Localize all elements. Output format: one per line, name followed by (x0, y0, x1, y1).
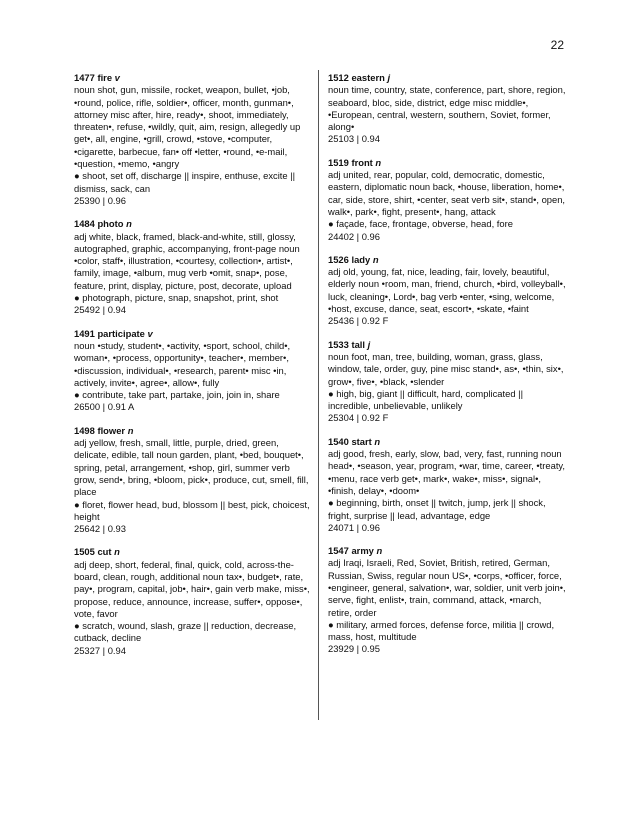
synonyms: ● scratch, wound, slash, graze || reduction, decrease, cutback, decline (74, 620, 297, 644)
dictionary-entry (74, 328, 314, 414)
column-divider (318, 70, 319, 720)
frequency: 24402 | 0.96 (328, 230, 380, 242)
collocations: adj Iraqi, Israeli, Red, Soviet, British, retired, German, Russian, Swiss, regular noun US•, •corps, •officer, force, •engineer, general, salvation•, war, soldier, unit verb join•, serve, fight, enlist•, train, command, attack, •march, retire, order (328, 557, 566, 618)
synonyms: ● shoot, set off, discharge || inspire, enthuse, excite || dismiss, sack, can (74, 170, 296, 194)
synonyms: ● beginning, birth, onset || twitch, jump, jerk || shock, fright, surprise || lead, advantage, edge (328, 497, 546, 521)
dictionary-entry (328, 436, 566, 534)
frequency: 25304 | 0.92 F (328, 412, 389, 424)
dictionary-entry (74, 546, 314, 657)
frequency: 24071 | 0.96 (328, 521, 380, 533)
part-of-speech: n (127, 424, 134, 436)
headword: 1505 cut (74, 546, 112, 558)
synonyms: ● high, big, giant || difficult, hard, complicated || incredible, unbelievable, unlikely (328, 387, 524, 412)
page-number: 22 (550, 38, 564, 52)
synonyms: ● contribute, take part, partake, join, join in, share (74, 389, 280, 401)
dictionary-entry (328, 72, 566, 146)
headword: 1484 photo (74, 218, 124, 230)
collocations: noun foot, man, tree, building, woman, grass, glass, window, tale, order, guy, pine misc stand•, as•, •thin, six•, grow•, five•, •black, •slender (328, 350, 564, 387)
dictionary-entry (74, 72, 314, 207)
part-of-speech: j (387, 72, 391, 83)
collocations: adj old, young, fat, nice, leading, fair, lovely, beautiful, elderly noun •room, man, friend, church, •bird, volleyball•, luck, cleaning•, Lord•, bag verb •enter, •sing, welcome, •host, excuse, dance, seat, escort•, •skate, •faint (328, 266, 566, 315)
dictionary-entry (328, 157, 566, 243)
frequency: 25327 | 0.94 (74, 644, 126, 656)
collocations: adj yellow, fresh, small, little, purple, dried, green, delicate, edible, tall noun garden, plant, •bed, bouquet•, spring, petal, arrangement, •shop, girl, summer verb grow, send•, bring, •bloom, pick•, produce, cut, smell, fill, place (74, 437, 309, 498)
part-of-speech: v (147, 327, 153, 339)
frequency: 23929 | 0.95 (328, 643, 380, 655)
dictionary-entry (74, 218, 314, 316)
collocations: noun •study, student•, •activity, •sport, school, child•, woman•, •process, opportunity•, teacher•, member•, •discussion, individual•, •research, parent• misc •in, actively, invite•, agree•, allow•, fully (74, 339, 291, 388)
dictionary-entry (74, 425, 314, 536)
part-of-speech: v (114, 72, 120, 83)
headword: 1547 army (328, 545, 374, 557)
frequency: 26500 | 0.91 A (74, 401, 135, 413)
collocations: adj white, black, framed, black-and-white, still, glossy, autographed, graphic, accompanying, front-page noun •color, staff•, illustration, •courtesy, collection•, artist•, family, image, •album, mug verb •omit, snap•, pose, feature, print, display, picture, post, decorate, upload (74, 230, 300, 291)
collocations: noun shot, gun, missile, rocket, weapon, bullet, •job, •round, police, rifle, soldier•, officer, month, gunman•, attorney misc after, hire, ready•, shoot, immediately, threaten•, refuse, •wildly, quit, aim, resign, allegedly up get•, all, engine, •grill, crowd, •stove, •computer, •cigarette, barbecue, fan• off •letter, •round, •e-mail, •question, •memo, •angry (74, 84, 301, 170)
part-of-speech: j (367, 338, 371, 350)
part-of-speech: n (126, 218, 132, 230)
collocations: adj good, fresh, early, slow, bad, very, fast, running noun head•, •season, year, program, •war, time, career, •treaty, •menu, race verb get•, mark•, wake•, miss•, signal•, •finish, delay•, •doom• (328, 448, 566, 496)
headword: 1512 eastern (328, 72, 385, 83)
synonyms: ● photograph, picture, snap, snapshot, print, shot (74, 292, 279, 304)
headword: 1540 start (328, 435, 372, 447)
dictionary-entry (328, 339, 566, 425)
frequency: 25390 | 0.96 (74, 194, 126, 206)
right-column (328, 72, 566, 667)
part-of-speech: n (376, 545, 383, 557)
dictionary-entry (328, 254, 566, 328)
collocations: adj deep, short, federal, final, quick, cold, across-the-board, clean, rough, additional noun tax•, budget•, rate, pay•, program, capital, job•, hair•, gain verb make, miss•, propose, reduce, announce, increase, suffer•, oppose•, vote, favor (74, 558, 310, 619)
collocations: noun time, country, state, conference, part, shore, region, seaboard, bloc, side, district, edge misc middle•, •European, central, western, southern, Soviet, former, along• (328, 84, 566, 133)
headword: 1526 lady (328, 253, 371, 265)
headword: 1477 fire (74, 72, 113, 83)
frequency: 25642 | 0.93 (74, 523, 126, 535)
synonyms: ● floret, flower head, bud, blossom || best, pick, choicest, height (74, 498, 310, 522)
part-of-speech: n (372, 253, 379, 265)
headword: 1533 tall (328, 338, 366, 350)
part-of-speech: n (114, 546, 120, 558)
collocations: adj united, rear, popular, cold, democratic, domestic, eastern, diplomatic noun back, •house, liberation, home•, car, side, store, shirt, •center, seat verb sit•, stand•, open, walk•, park•, fight, present•, hang, attack (328, 169, 566, 217)
headword: 1491 participate (74, 327, 145, 339)
frequency: 25436 | 0.92 F (328, 315, 389, 327)
dictionary-entry (328, 545, 566, 656)
synonyms: ● military, armed forces, defense force, militia || crowd, mass, host, multitude (328, 618, 555, 643)
frequency: 25492 | 0.94 (74, 304, 126, 316)
headword: 1498 flower (74, 424, 126, 436)
part-of-speech: n (374, 435, 381, 447)
synonyms: ● façade, face, frontage, obverse, head, fore (328, 218, 513, 230)
headword: 1519 front (328, 156, 373, 168)
left-column (74, 72, 314, 668)
frequency: 25103 | 0.94 (328, 133, 380, 145)
part-of-speech: n (375, 156, 382, 168)
